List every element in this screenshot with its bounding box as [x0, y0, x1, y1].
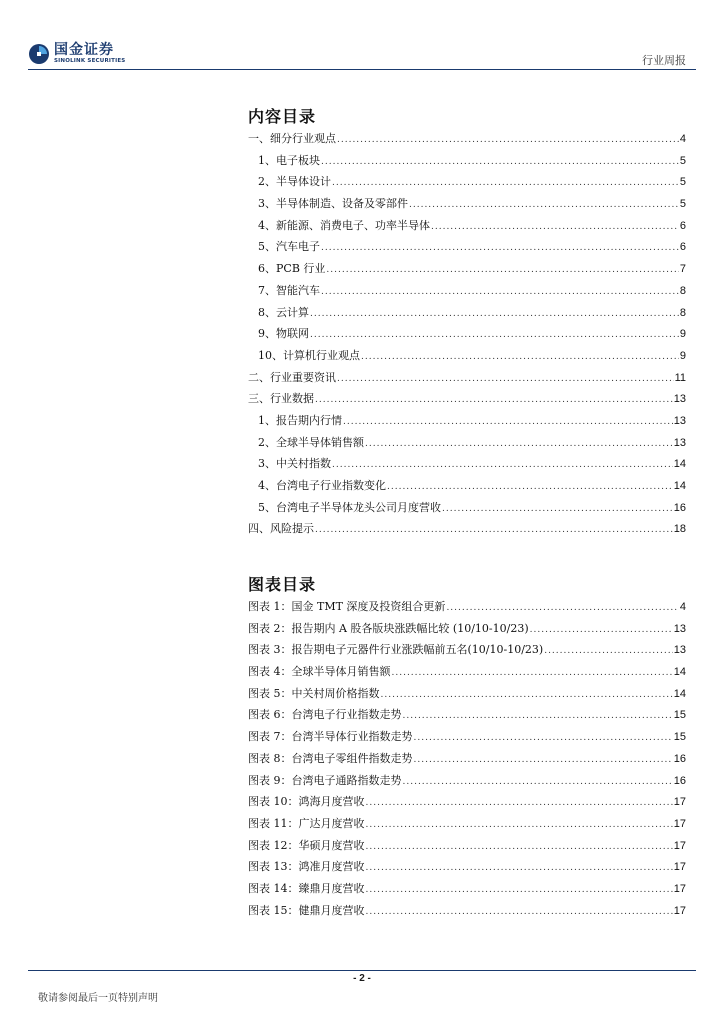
dot-leader: [414, 733, 673, 743]
dot-leader: [446, 603, 678, 613]
toc-entry[interactable]: [248, 304, 686, 326]
figure-entry-page: 17: [673, 817, 686, 830]
toc-entry-page: 6: [679, 241, 686, 254]
figure-entry[interactable]: [248, 620, 686, 642]
dot-leader: [337, 374, 674, 384]
dot-leader: [315, 525, 673, 535]
toc-entry-page: 16: [673, 501, 686, 514]
toc-entry-page: 13: [673, 393, 686, 406]
dot-leader: [365, 439, 673, 449]
logo-icon: [28, 43, 50, 65]
toc-entry-page: 9: [679, 328, 686, 341]
toc-entry-page: 5: [679, 176, 686, 189]
toc-entry-page: 4: [679, 133, 686, 145]
figure-entry-label: 图表 4：全球半导体月销售额: [248, 665, 391, 679]
figure-entry[interactable]: [248, 706, 686, 728]
figure-entry-label: 图表 7：台湾半导体行业指数走势: [248, 730, 413, 744]
toc-entry[interactable]: [248, 455, 686, 477]
figure-entry-page: 14: [673, 687, 686, 700]
dot-leader: [381, 690, 673, 700]
toc-entry-label: 二、行业重要资讯: [248, 370, 336, 384]
figure-entry[interactable]: [248, 815, 686, 837]
dot-leader: [321, 243, 679, 253]
header-divider: [28, 69, 696, 70]
figure-entry[interactable]: [248, 750, 686, 772]
dot-leader: [414, 755, 673, 765]
toc-entry[interactable]: [248, 173, 686, 195]
toc-entry-label: 8、云计算: [258, 305, 309, 319]
dot-leader: [366, 798, 673, 808]
logo-english-name: SINOLINK SECURITIES: [54, 58, 126, 64]
dot-leader: [544, 646, 673, 656]
figure-entry-label: 图表 8：台湾电子零组件指数走势: [248, 751, 413, 765]
toc-list: [248, 130, 686, 542]
figure-entry-label: 图表 12：华硕月度营收: [248, 838, 365, 852]
toc-entry[interactable]: [248, 369, 686, 391]
figure-entry-label: 图表 2：报告期内 A 股各版块涨跌幅比较 (10/10-10/23): [248, 621, 529, 635]
dot-leader: [337, 135, 679, 145]
logo-chinese-name: 国金证券: [54, 42, 114, 58]
toc-entry-page: 18: [673, 523, 686, 536]
toc-entry-label: 5、台湾电子半导体龙头公司月度营收: [258, 500, 441, 514]
toc-entry[interactable]: [248, 390, 686, 412]
toc-entry-label: 7、智能汽车: [258, 283, 320, 297]
figure-entry[interactable]: [248, 858, 686, 880]
dot-leader: [310, 330, 679, 340]
figure-entry-label: 图表 3：报告期电子元器件行业涨跌幅前五名(10/10-10/23): [248, 643, 544, 657]
toc-entry[interactable]: [248, 412, 686, 434]
company-logo: [28, 40, 125, 68]
figure-entry-label: 图表 15：健鼎月度营收: [248, 903, 365, 917]
figure-entry-page: 17: [673, 904, 686, 917]
toc-entry-page: 5: [679, 198, 686, 211]
dot-leader: [392, 668, 673, 678]
figure-entry-page: 17: [673, 882, 686, 895]
dot-leader: [332, 178, 679, 188]
toc-title: 内容目录: [248, 107, 317, 126]
dot-leader: [366, 907, 673, 917]
toc-entry-page: 8: [679, 284, 686, 297]
figure-entry[interactable]: [248, 772, 686, 794]
page-number: - 2 -: [353, 973, 371, 984]
report-type-label: 行业周报: [642, 54, 686, 67]
toc-entry-page: 5: [679, 154, 686, 167]
toc-entry-page: 6: [679, 219, 686, 232]
toc-entry-page: 7: [679, 263, 686, 276]
toc-entry-label: 四、风险提示: [248, 522, 314, 536]
dot-leader: [321, 157, 679, 167]
figures-title: 图表目录: [248, 575, 317, 594]
toc-entry-label: 三、行业数据: [248, 392, 314, 406]
toc-entry-label: 2、全球半导体销售额: [258, 435, 364, 449]
toc-entry-label: 9、物联网: [258, 327, 309, 341]
figure-entry-page: 14: [673, 666, 686, 679]
figure-entry[interactable]: [248, 641, 686, 663]
figures-list: [248, 598, 686, 923]
footer-divider: [28, 970, 696, 971]
figure-entry-page: 13: [673, 622, 686, 635]
toc-entry-label: 3、半导体制造、设备及零部件: [258, 197, 408, 211]
toc-entry-page: 14: [673, 458, 686, 471]
disclaimer-text: 敬请参阅最后一页特别声明: [38, 993, 158, 1004]
figure-entry-label: 图表 1：国金 TMT 深度及投资组合更新: [248, 600, 446, 613]
figure-entry[interactable]: [248, 837, 686, 859]
figure-entry-label: 图表 13：鸿准月度营收: [248, 860, 365, 874]
toc-entry-label: 4、新能源、消费电子、功率半导体: [258, 218, 430, 232]
figure-entry-page: 17: [673, 796, 686, 809]
toc-entry[interactable]: [248, 217, 686, 239]
toc-entry[interactable]: [248, 130, 686, 152]
dot-leader: [530, 625, 673, 635]
toc-entry-page: 14: [673, 480, 686, 492]
toc-entry[interactable]: [248, 477, 686, 499]
dot-leader: [366, 842, 673, 852]
figure-entry-label: 图表 5：中关村周价格指数: [248, 686, 380, 700]
toc-entry-page: 8: [679, 306, 686, 319]
figure-entry[interactable]: [248, 880, 686, 902]
page-header: [0, 0, 724, 72]
toc-entry-label: 3、中关村指数: [258, 457, 331, 471]
toc-entry-label: 1、电子板块: [258, 153, 320, 167]
toc-entry[interactable]: [248, 347, 686, 369]
dot-leader: [343, 417, 673, 427]
figure-entry-page: 17: [673, 839, 686, 852]
toc-entry[interactable]: [248, 325, 686, 347]
figure-entry[interactable]: [248, 902, 686, 924]
figure-entry[interactable]: [248, 663, 686, 685]
toc-entry[interactable]: [248, 520, 686, 542]
toc-entry[interactable]: [248, 195, 686, 217]
dot-leader: [361, 352, 679, 362]
dot-leader: [366, 885, 673, 895]
figure-entry[interactable]: [248, 598, 686, 620]
dot-leader: [321, 287, 679, 297]
figure-entry-page: 4: [679, 601, 686, 613]
toc-entry[interactable]: [248, 282, 686, 304]
figure-entry-page: 15: [673, 709, 686, 722]
dot-leader: [409, 200, 679, 210]
dot-leader: [366, 863, 673, 873]
toc-entry-label: 10、计算机行业观点: [258, 348, 360, 362]
figure-entry-page: 16: [673, 752, 686, 765]
dot-leader: [403, 711, 673, 721]
figure-entry-label: 图表 6：台湾电子行业指数走势: [248, 708, 402, 722]
toc-entry[interactable]: [248, 152, 686, 174]
dot-leader: [442, 504, 673, 514]
figure-entry-label: 图表 11：广达月度营收: [248, 816, 365, 830]
dot-leader: [366, 820, 673, 830]
figure-entry-label: 图表 10：鸿海月度营收: [248, 795, 365, 809]
figure-entry-label: 图表 14：臻鼎月度营收: [248, 881, 365, 895]
toc-entry[interactable]: [248, 260, 686, 282]
figure-entry-page: 13: [673, 644, 686, 657]
toc-entry-label: 4、台湾电子行业指数变化: [258, 479, 386, 492]
toc-entry-page: 13: [673, 436, 686, 449]
dot-leader: [310, 309, 679, 319]
figure-entry-label: 图表 9：台湾电子通路指数走势: [248, 773, 402, 787]
toc-entry[interactable]: [248, 434, 686, 456]
figure-entry-page: 16: [673, 774, 686, 787]
dot-leader: [332, 460, 673, 470]
toc-entry[interactable]: [248, 238, 686, 260]
dot-leader: [326, 265, 678, 275]
toc-entry-label: 1、报告期内行情: [258, 413, 342, 427]
figure-entry[interactable]: [248, 793, 686, 815]
dot-leader: [387, 482, 673, 492]
figure-entry[interactable]: [248, 685, 686, 707]
dot-leader: [403, 777, 673, 787]
figure-entry[interactable]: [248, 728, 686, 750]
toc-entry[interactable]: [248, 499, 686, 521]
toc-entry-page: 13: [673, 414, 686, 427]
toc-entry-label: 一、细分行业观点: [248, 132, 336, 145]
toc-entry-page: 9: [679, 349, 686, 362]
dot-leader: [431, 222, 679, 232]
toc-entry-label: 5、汽车电子: [258, 240, 320, 254]
toc-entry-label: 6、PCB 行业: [258, 262, 326, 276]
dot-leader: [315, 395, 673, 405]
figure-entry-page: 15: [673, 731, 686, 744]
toc-entry-page: 11: [674, 371, 686, 384]
figure-entry-page: 17: [673, 861, 686, 874]
toc-entry-label: 2、半导体设计: [258, 175, 331, 189]
